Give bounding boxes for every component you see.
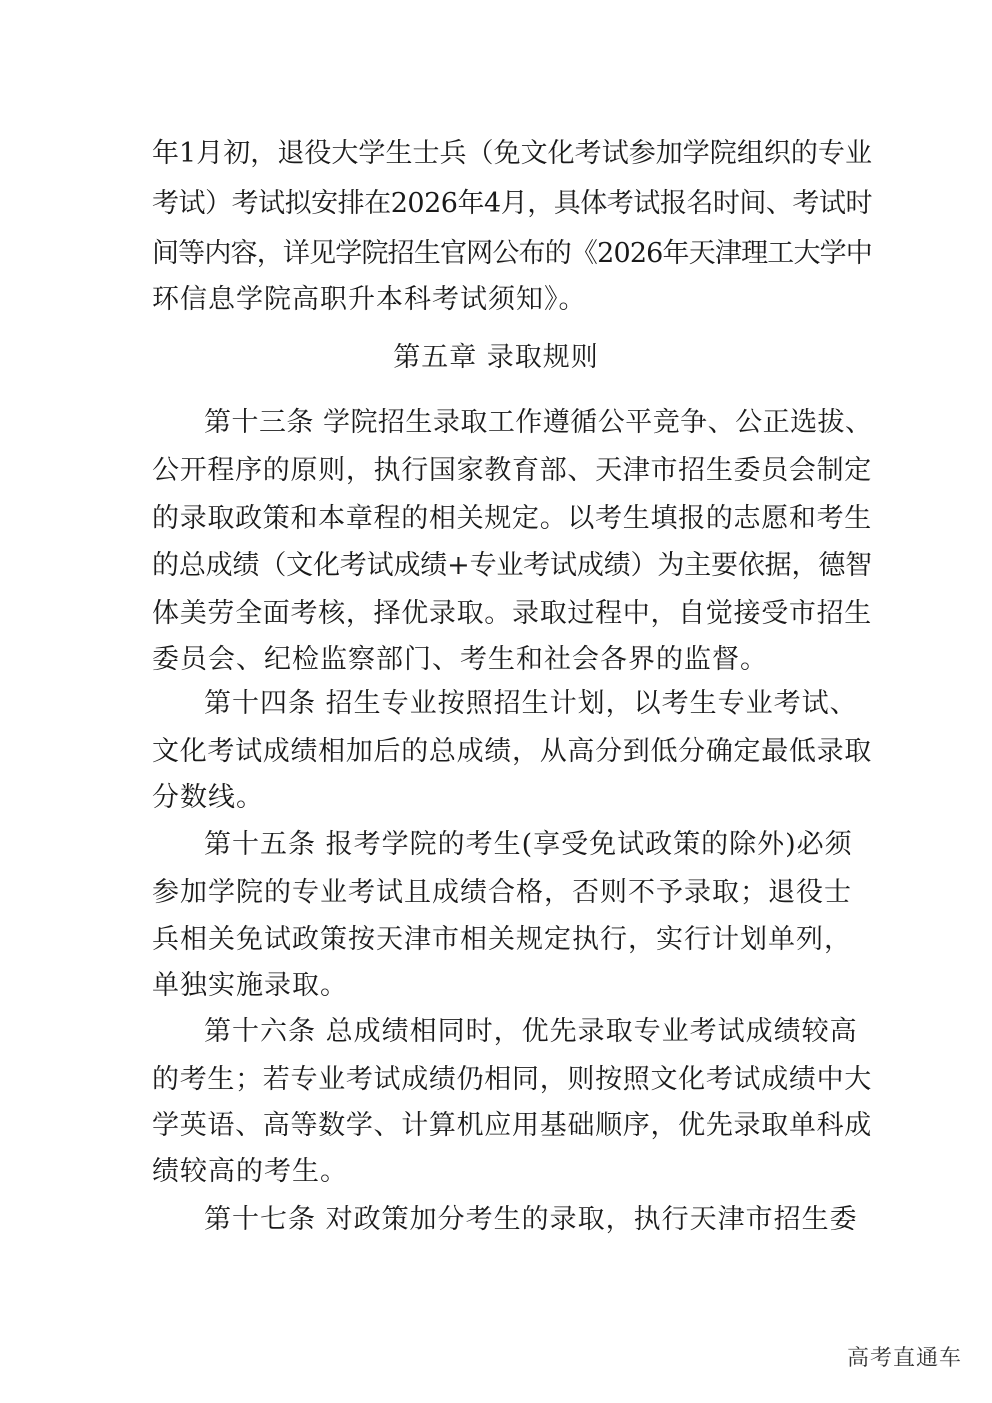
article-16-line: 学英语、高等数学、计算机应用基础顺序，优先录取单科成 <box>152 1110 872 1141</box>
paragraph-line: 考试）考试拟安排在2026年4月，具体考试报名时间、考试时 <box>152 188 872 219</box>
article-13-line: 公开程序的原则，执行国家教育部、天津市招生委员会制定 <box>152 455 872 486</box>
paragraph-line: 环信息学院高职升本科考试须知》。 <box>152 284 587 315</box>
paragraph-line: 年1月初，退役大学生士兵（免文化考试参加学院组织的专业 <box>152 138 872 169</box>
article-15-line: 第十五条 报考学院的考生(享受免试政策的除外)必须 <box>204 829 853 860</box>
article-16-line: 绩较高的考生。 <box>152 1156 348 1187</box>
article-14-line: 分数线。 <box>152 782 264 813</box>
article-16-line: 第十六条 总成绩相同时，优先录取专业考试成绩较高 <box>204 1016 858 1047</box>
article-13-line: 的总成绩（文化考试成绩+专业考试成绩）为主要依据，德智 <box>152 550 872 581</box>
article-15-line: 单独实施录取。 <box>152 970 348 1001</box>
article-15-line: 兵相关免试政策按天津市相关规定执行，实行计划单列， <box>152 924 852 955</box>
article-13-line: 第十三条 学院招生录取工作遵循公平竞争、公正选拔、 <box>204 407 873 438</box>
article-16-line: 的考生；若专业考试成绩仍相同，则按照文化考试成绩中大 <box>152 1064 872 1095</box>
article-14-line: 第十四条 招生专业按照招生计划，以考生专业考试、 <box>204 688 858 719</box>
article-13-line: 体美劳全面考核，择优录取。录取过程中，自觉接受市招生 <box>152 598 872 629</box>
article-17-line: 第十七条 对政策加分考生的录取，执行天津市招生委 <box>204 1204 858 1235</box>
chapter-heading: 第五章 录取规则 <box>393 342 599 373</box>
article-15-line: 参加学院的专业考试且成绩合格，否则不予录取；退役士 <box>152 877 852 908</box>
article-14-line: 文化考试成绩相加后的总成绩，从高分到低分确定最低录取 <box>152 736 872 767</box>
paragraph-line: 间等内容，详见学院招生官网公布的《2026年天津理工大学中 <box>152 238 872 269</box>
article-13-line: 委员会、纪检监察部门、考生和社会各界的监督。 <box>152 644 768 675</box>
article-13-line: 的录取政策和本章程的相关规定。以考生填报的志愿和考生 <box>152 503 872 534</box>
watermark-text: 高考直通车 <box>846 1346 962 1371</box>
